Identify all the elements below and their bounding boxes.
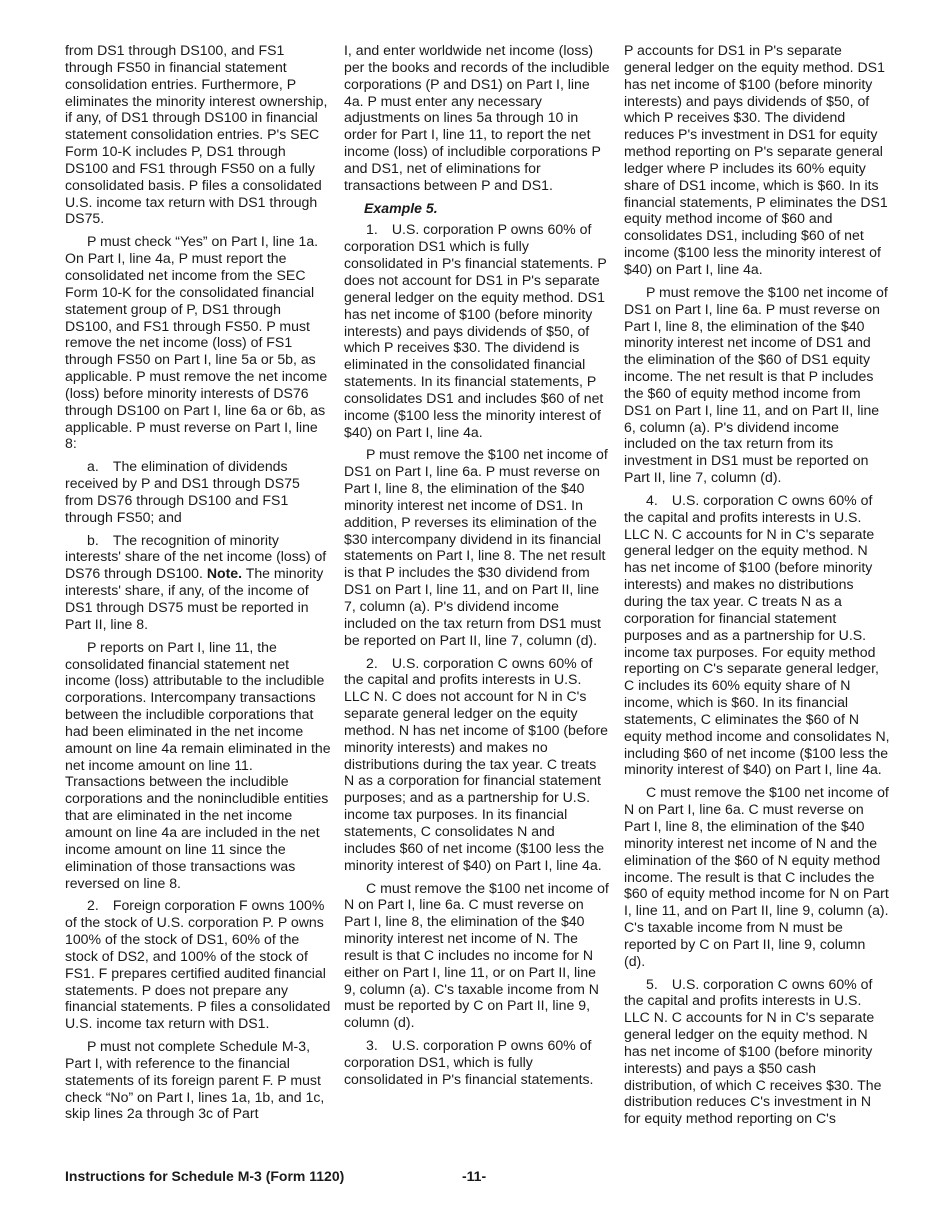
paragraph-text: b. The recognition of minority interests' share of the net income (loss) of DS76 through DS100.: [65, 531, 327, 582]
paragraph: P accounts for DS1 in P's separate general ledger on the equity method. DS1 has net income of $100 (before minority interests) and pays dividends of $50, of which P receives $30. The dividend reduces P's investment in DS1 for equity method reporting on P's separate general ledger where P includes its 60% equity share of DS1 income, which is $60. In its financial statements, P eliminates the DS1 equity method income of $60 and consolidates DS1, including $60 of net income ($100 less the minority interest of $40) on Part I, line 4a.: [624, 42, 888, 277]
list-item: 5. U.S. corporation C owns 60% of the capital and profits interests in U.S. LLC N. C accounts for N in C's separate general ledger on the equity method. N has net income of $100 (before minority interests) and pays a $50 cash distribution, of which C receives $30. The distribution reduces C's investment in N for equity method reporting on C's: [624, 975, 882, 1127]
paragraph: C must remove the $100 net income of N on Part I, line 6a. C must reverse on Part I, line 8, the elimination of the $40 minority interest net income of N. The result is that C includes no income for N either on Part I, line 11, or on Part II, line 9, column (a). C's taxable income from N must be reported by C on Part II, line 9, column (d).: [344, 879, 609, 1031]
list-item: 3. U.S. corporation P owns 60% of corporation DS1, which is fully consolidated in P's financial statements.: [344, 1037, 594, 1087]
paragraph-text: The minority interests' share, if any, of the income of DS1 through DS75 must be reported in Part II, line 8.: [65, 565, 324, 632]
list-item: 4. U.S. corporation C owns 60% of the capital and profits interests in U.S. LLC N. C accounts for N in C's separate general ledger on the equity method. N has net income of $100 (before minority interests) and makes no distributions during the tax year. C treats N as a corporation for financial statement purposes and as a partnership for U.S. income tax purposes. For equity method reporting on C's separate general ledger, C includes its 60% equity share of N income, which is $60. In its financial statements, C eliminates the $60 of N equity method income and consolidates N, including $60 of net income ($100 less the minority interest of $40) on Part I, line 4a.: [624, 491, 890, 778]
note-label: Note.: [206, 565, 243, 582]
list-item: [65, 532, 331, 633]
paragraph: P reports on Part I, line 11, the consolidated financial statement net income (loss) attributable to the includible corporations. Intercompany transactions between the includible corporations that had been eliminated in the net income amount on line 4a remain eliminated in the net income amount on line 11. Transactions between the includible corporations and the nonincludible entities that are eliminated in the net income amount on line 4a are included in the net income amount on line 11 since the elimination of those transactions was reversed on line 8.: [65, 638, 331, 891]
paragraph: P must remove the $100 net income of DS1 on Part I, line 6a. P must reverse on Part I, line 8, the elimination of the $40 minority interest net income of DS1 and the elimination of the $60 of DS1 equity income. The net result is that P includes the $60 of equity method income from DS1 on Part I, line 11, and on Part II, line 6, column (a). P's dividend income included on the tax return from its investment in DS1 must be reported on Part II, line 7, column (d).: [624, 283, 888, 486]
list-item: a. The elimination of dividends received by P and DS1 through DS75 from DS76 through DS100 and FS1 through FS50; and: [65, 458, 300, 525]
column-2: [344, 42, 610, 1088]
column-3: [624, 42, 890, 1127]
footer-title: Instructions for Schedule M-3 (Form 1120): [65, 1168, 345, 1184]
paragraph: C must remove the $100 net income of N on Part I, line 6a. C must reverse on Part I, line 8, the elimination of the $40 minority interest net income of N and the elimination of the $60 of N equity method income. The result is that C includes the $60 of equity method income for N on Part I, line 11, and on Part II, line 9, column (a). C's taxable income from N must be reported by C on Part II, line 9, column (d).: [624, 784, 889, 969]
paragraph: P must check “Yes” on Part I, line 1a. On Part I, line 4a, P must report the consolidated net income from the SEC Form 10-K for the consolidated financial statement group of P, DS1 through DS100, and FS1 through FS50. P must remove the net income (loss) of FS1 through FS50 on Part I, line 5a or 5b, as applicable. P must remove the net income (loss) before minority interests of DS76 through DS100 on Part I, line 6a or 6b, as applicable. P must reverse on Part I, line 8:: [65, 233, 328, 452]
column-1: [65, 42, 331, 1122]
list-item: 1. U.S. corporation P owns 60% of corporation DS1 which is fully consolidated in P's financial statements. P does not account for DS1 in P's separate general ledger on the equity method. DS1 has net income of $100 (before minority interests) and pays dividends of $50, of which P receives $30. The dividend is eliminated in the consolidated financial statements. In its financial statements, P consolidates DS1 and includes $60 of net income ($100 less the minority interest of $40) on Part I, line 4a.: [344, 221, 607, 440]
paragraph: P must not complete Schedule M-3, Part I, with reference to the financial statements of its foreign parent F. P must check “No” on Part I, lines 1a, 1b, and 1c, skip lines 2a through 3c of Part: [65, 1038, 325, 1122]
paragraph: P must remove the $100 net income of DS1 on Part I, line 6a. P must reverse on Part I, line 8, the elimination of the $40 minority interest net income of DS1. In addition, P reverses its elimination of the $30 intercompany dividend in its financial statements on Part I, line 8. The net result is that P includes the $30 dividend from DS1 on Part I, line 11, and on Part II, line 7, column (a). P's dividend income included on the tax return from DS1 must be reported on Part II, line 7, column (d).: [344, 446, 608, 648]
paragraph: I, and enter worldwide net income (loss) per the books and records of the includible corporations (P and DS1) on Part I, line 4a. P must enter any necessary adjustments on lines 5a through 10 in order for Part I, line 11, to report the net income (loss) of includible corporations P and DS1, net of eliminations for transactions between P and DS1.: [344, 42, 610, 193]
list-item: 2. Foreign corporation F owns 100% of the stock of U.S. corporation P. P owns 100% of the stock of DS1, 60% of the stock of DS2, and 100% of the stock of FS1. F prepares certified audited financial statements. P does not prepare any financial statements. P files a consolidated U.S. income tax return with DS1.: [65, 897, 331, 1032]
example-heading: Example 5.: [364, 199, 438, 216]
list-item: 2. U.S. corporation C owns 60% of the capital and profits interests in U.S. LLC N. C does not account for N in C's separate general ledger on the equity method. N has net income of $100 (before minority interests) and makes no distributions during the tax year. C treats N as a corporation for financial statement purposes; and as a partnership for U.S. income tax purposes. In its financial statements, C consolidates N and includes $60 of net income ($100 less the minority interest of $40) on Part I, line 4a.: [344, 654, 609, 873]
paragraph: from DS1 through DS100, and FS1 through FS50 in financial statement consolidation entries. Furthermore, P eliminates the minority interest ownership, if any, of DS1 through DS100 in financial statement consolidation entries. P's SEC Form 10-K includes P, DS1 through DS100 and FS1 through FS50 on a fully consolidated basis. P files a consolidated U.S. income tax return with DS1 through DS75.: [65, 42, 328, 227]
page-number: -11-: [462, 1168, 487, 1184]
